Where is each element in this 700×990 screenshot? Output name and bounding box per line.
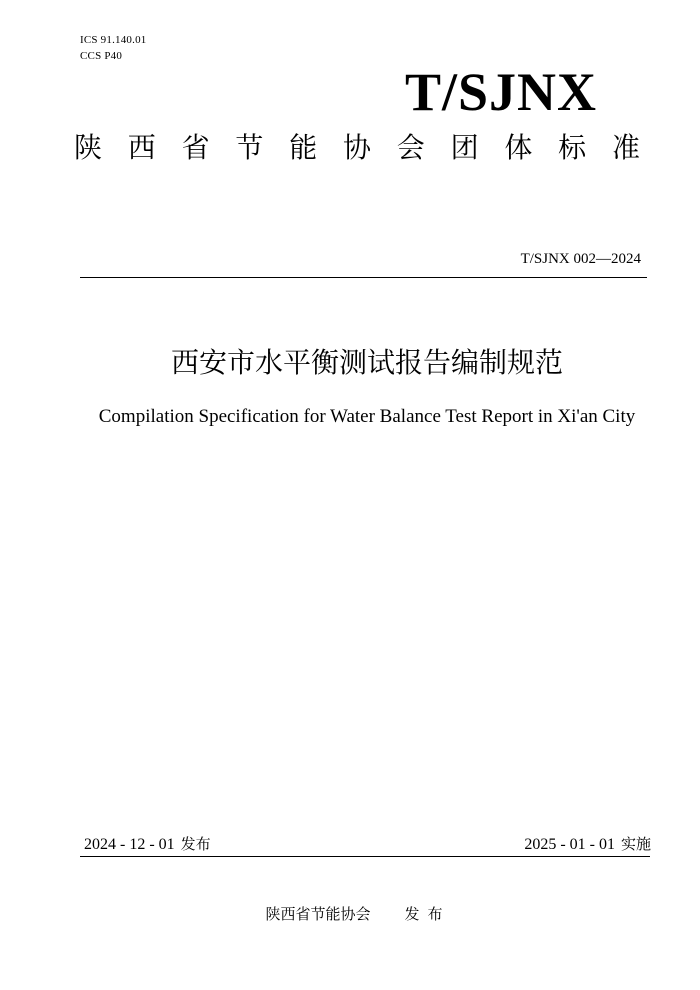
implementation-label: 实施 [620,835,651,853]
org-char: 协 [342,131,371,164]
org-char: 体 [504,131,533,164]
org-char: 团 [450,131,479,164]
implementation-date-line [524,834,651,855]
document-title-chinese: 西安市水平衡测试报告编制规范 [170,346,563,379]
org-char: 陕 [74,131,103,164]
publisher-line [0,903,700,925]
issue-label: 发布 [180,835,211,853]
publisher-action: 发布 [404,905,451,923]
org-char: 准 [611,131,640,164]
issue-date: 2024 - 12 - 01 [84,836,175,853]
ccs-code: CCS P40 [80,50,123,62]
org-char: 能 [289,131,318,164]
org-char: 标 [558,131,587,164]
footer-divider [80,856,650,857]
document-title-english: Compilation Specification for Water Balance Test Report in Xi'an City [98,406,636,427]
standard-number: T/SJNX 002—2024 [520,251,641,267]
org-char: 西 [127,131,156,164]
implementation-date: 2025 - 01 - 01 [524,836,615,853]
org-char: 省 [181,131,210,164]
organization-standard-heading [74,130,640,166]
ics-code: ICS 91.140.01 [80,34,147,46]
org-char: 节 [235,131,264,164]
org-char: 会 [396,131,425,164]
standard-logo: T/SJNX [404,62,597,122]
publisher-name: 陕西省节能协会 [265,905,371,923]
issue-date-line [84,834,211,855]
header-divider [80,277,647,278]
